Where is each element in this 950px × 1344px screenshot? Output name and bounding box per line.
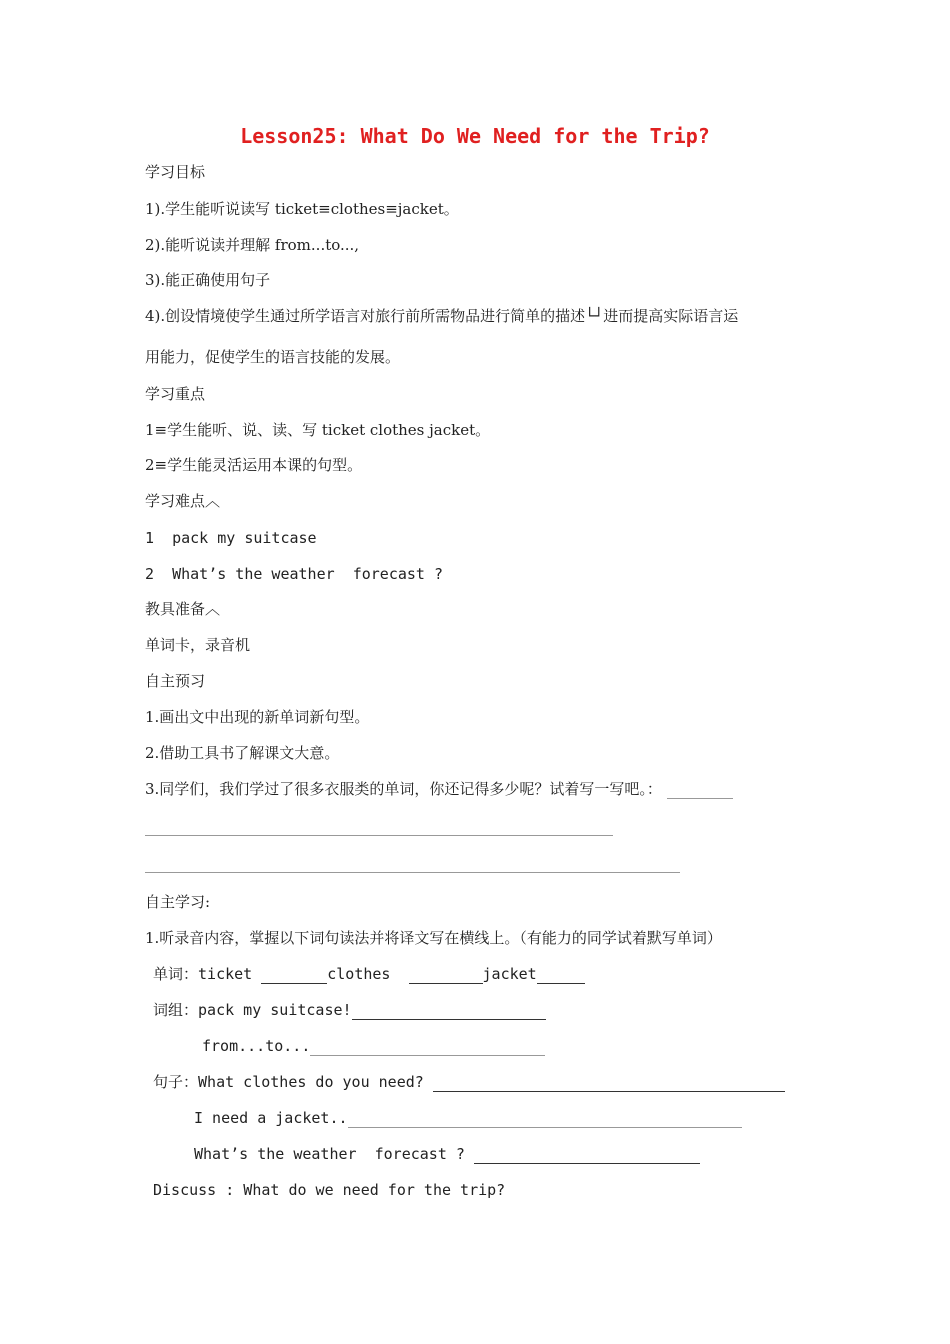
tools-heading: 教具准备︿ bbox=[145, 600, 221, 618]
phrases-row bbox=[202, 1036, 545, 1056]
words-label: 单词： bbox=[153, 965, 199, 983]
preview-item: 2.借助工具书了解课文大意。 bbox=[145, 744, 340, 762]
page-title: Lesson25: What Do We Need for the Trip? bbox=[240, 124, 710, 148]
sentences-row bbox=[153, 1072, 785, 1092]
sentences-label: 句子： bbox=[153, 1073, 199, 1091]
sentences-row bbox=[194, 1144, 700, 1164]
phrases-row bbox=[153, 1000, 546, 1020]
phrase-blank[interactable] bbox=[310, 1039, 545, 1056]
goal-item: 3).能正确使用句子 bbox=[145, 271, 271, 289]
goal-item: 1).学生能听说读写 ticket≡clothes≡jacket。 bbox=[145, 200, 459, 218]
difficulties-heading: 学习难点︿ bbox=[145, 492, 221, 510]
word-blank[interactable] bbox=[537, 967, 585, 984]
key-point-item: 2≡学生能灵活运用本课的句型。 bbox=[145, 456, 363, 474]
difficulty-item: 1 pack my suitcase bbox=[145, 529, 317, 547]
answer-line[interactable] bbox=[145, 835, 613, 836]
goals-heading: 学习目标 bbox=[145, 163, 206, 181]
study-heading: 自主学习: bbox=[145, 893, 211, 911]
phrase-pack: pack my suitcase! bbox=[198, 1001, 352, 1019]
phrases-label: 词组： bbox=[153, 1001, 199, 1019]
sentence-blank[interactable] bbox=[474, 1147, 700, 1164]
key-points-heading: 学习重点 bbox=[145, 385, 206, 403]
sentence-jacket: I need a jacket.. bbox=[194, 1109, 348, 1127]
sentence-clothes: What clothes do you need? bbox=[198, 1073, 424, 1091]
sentence-blank[interactable] bbox=[348, 1111, 742, 1128]
word-clothes: clothes bbox=[327, 965, 391, 983]
study-instruction: 1.听录音内容，掌握以下词句读法并将译文写在横线上。（有能力的同学试着默写单词） bbox=[145, 929, 722, 947]
sentence-blank[interactable] bbox=[433, 1075, 785, 1092]
key-point-item: 1≡学生能听、说、读、写 ticket clothes jacket。 bbox=[145, 421, 491, 439]
preview-item: 1.画出文中出现的新单词新句型。 bbox=[145, 708, 370, 726]
preview-item bbox=[145, 779, 733, 799]
goal-item: 用能力，促使学生的语言技能的发展。 bbox=[145, 348, 401, 366]
phrase-from-to: from...to... bbox=[202, 1037, 311, 1055]
sentences-row bbox=[194, 1108, 742, 1128]
word-blank[interactable] bbox=[261, 967, 327, 984]
answer-line[interactable] bbox=[145, 872, 680, 873]
preview-item-text: 3.同学们，我们学过了很多衣服类的单词，你还记得多少呢？试着写一写吧。： bbox=[145, 780, 662, 798]
goal-item: 2).能听说读并理解 from...to..., bbox=[145, 236, 360, 254]
difficulty-item: 2 What’s the weather forecast ? bbox=[145, 565, 444, 583]
word-jacket: jacket bbox=[482, 965, 537, 983]
word-blank[interactable] bbox=[409, 967, 483, 984]
word-ticket: ticket bbox=[198, 965, 253, 983]
preview-heading: 自主预习 bbox=[145, 672, 206, 690]
sentence-weather: What’s the weather forecast ? bbox=[194, 1145, 465, 1163]
goal-item: 4).创设情境使学生通过所学语言对旅行前所需物品进行简单的描述└┘进而提高实际语言运 bbox=[145, 307, 739, 325]
discuss-text: Discuss : What do we need for the trip? bbox=[153, 1181, 506, 1199]
tools-text: 单词卡，录音机 bbox=[145, 636, 251, 654]
answer-blank[interactable] bbox=[667, 782, 733, 799]
phrase-blank[interactable] bbox=[352, 1003, 546, 1020]
words-row bbox=[153, 964, 585, 984]
